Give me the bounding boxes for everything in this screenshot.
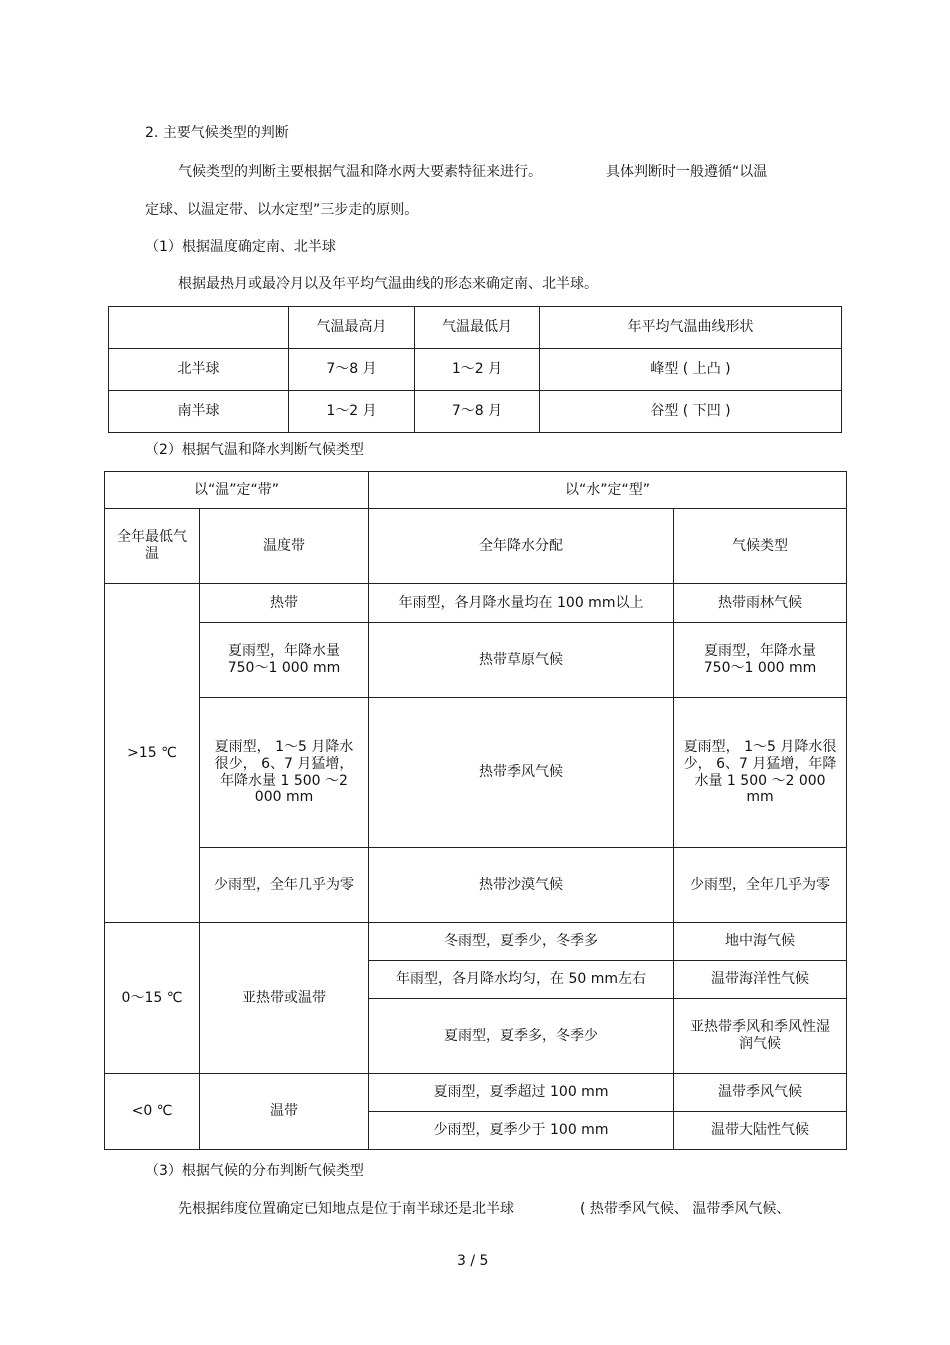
step1-text: 根据最热月或最冷月以及年平均气温曲线的形态来确定南、北半球。: [178, 276, 598, 292]
step3-text-b: ( 热带季风气候、 温带季风气候、: [580, 1201, 791, 1217]
table-header-cell: [109, 307, 289, 349]
climate-type-cell: 夏雨型，年降水量 750～1 000 mm: [674, 623, 847, 698]
table-cell: 1～2 月: [415, 349, 540, 391]
zone-cell: 夏雨型，年降水量 750～1 000 mm: [200, 623, 369, 698]
climate-type-cell: 亚热带季风和季风性湿润气候: [674, 999, 847, 1074]
page-number: 3 / 5: [457, 1253, 489, 1269]
precip-cell: 冬雨型，夏季少，冬季多: [369, 923, 674, 961]
intro-line-1a: 气候类型的判断主要根据气温和降水两大要素特征来进行。: [178, 164, 542, 180]
table-header-cell: 气温最低月: [415, 307, 540, 349]
step1-heading: （1）根据温度确定南、北半球: [145, 239, 336, 255]
climate-type-cell: 夏雨型， 1～5 月降水很少， 6、7 月猛增，年降水量 1 500 ～2 000 mm: [674, 698, 847, 848]
band-mid-cell: 0～15 ℃: [105, 923, 200, 1074]
section-heading: 2. 主要气候类型的判断: [145, 125, 289, 141]
zone-cell: 夏雨型， 1～5 月降水很少， 6、7 月猛增，年降水量 1 500 ～2 000 mm: [200, 698, 369, 848]
table-header-row: [109, 307, 842, 349]
step3-heading: （3）根据气候的分布判断气候类型: [145, 1163, 364, 1179]
climate-type-cell: 地中海气候: [674, 923, 847, 961]
zone-tropical-cell: 热带: [200, 584, 369, 623]
band-hot-cell: >15 ℃: [105, 584, 200, 923]
table-group-row: [105, 472, 847, 509]
climate-type-table: [104, 471, 847, 1150]
zone-cell: 少雨型，全年几乎为零: [200, 848, 369, 923]
climate-type-cell: 温带季风气候: [674, 1074, 847, 1112]
precip-cell: 热带季风气候: [369, 698, 674, 848]
group-right-header: 以“水”定“型”: [369, 472, 847, 509]
table-row: [105, 848, 847, 923]
table-row: [109, 391, 842, 433]
precip-cell: 热带沙漠气候: [369, 848, 674, 923]
table-header-cell: 年平均气温曲线形状: [540, 307, 842, 349]
table-cell: 7～8 月: [289, 349, 415, 391]
zone-temperate-cell: 温带: [200, 1074, 369, 1150]
table-row: [105, 584, 847, 623]
precip-cell: 少雨型，夏季少于 100 mm: [369, 1112, 674, 1150]
intro-line-2: 定球、以温定带、以水定型”三步走的原则。: [145, 202, 419, 218]
table-row: [105, 1074, 847, 1112]
group-left-header: 以“温”定“带”: [105, 472, 369, 509]
col-precip-header: 全年降水分配: [369, 509, 674, 584]
table-row: [105, 698, 847, 848]
band-cold-cell: <0 ℃: [105, 1074, 200, 1150]
precip-cell: 年雨型，各月降水量均在 100 mm以上: [369, 584, 674, 623]
climate-type-cell: 温带大陆性气候: [674, 1112, 847, 1150]
climate-type-cell: 温带海洋性气候: [674, 961, 847, 999]
hemisphere-table: [108, 306, 842, 433]
table-cell: 峰型 ( 上凸 ): [540, 349, 842, 391]
step3-text-a: 先根据纬度位置确定已知地点是位于南半球还是北半球: [178, 1201, 514, 1217]
table-cell: 谷型 ( 下凹 ): [540, 391, 842, 433]
precip-cell: 热带草原气候: [369, 623, 674, 698]
table-row: [105, 923, 847, 961]
table-row: [105, 623, 847, 698]
zone-sub-cell: 亚热带或温带: [200, 923, 369, 1074]
col-min-temp-header: 全年最低气温: [105, 509, 200, 584]
intro-line-1b: 具体判断时一般遵循“以温: [606, 164, 768, 180]
col-type-header: 气候类型: [674, 509, 847, 584]
table-cell: 1～2 月: [289, 391, 415, 433]
col-zone-header: 温度带: [200, 509, 369, 584]
table-cell: 7～8 月: [415, 391, 540, 433]
precip-cell: 夏雨型，夏季超过 100 mm: [369, 1074, 674, 1112]
table-cell: 南半球: [109, 391, 289, 433]
table-header-cell: 气温最高月: [289, 307, 415, 349]
table-row: [109, 349, 842, 391]
precip-cell: 夏雨型，夏季多，冬季少: [369, 999, 674, 1074]
table-header-row: [105, 509, 847, 584]
precip-cell: 年雨型，各月降水均匀，在 50 mm左右: [369, 961, 674, 999]
climate-type-cell: 少雨型，全年几乎为零: [674, 848, 847, 923]
climate-type-cell: 热带雨林气候: [674, 584, 847, 623]
table-cell: 北半球: [109, 349, 289, 391]
step2-heading: （2）根据气温和降水判断气候类型: [145, 442, 364, 458]
